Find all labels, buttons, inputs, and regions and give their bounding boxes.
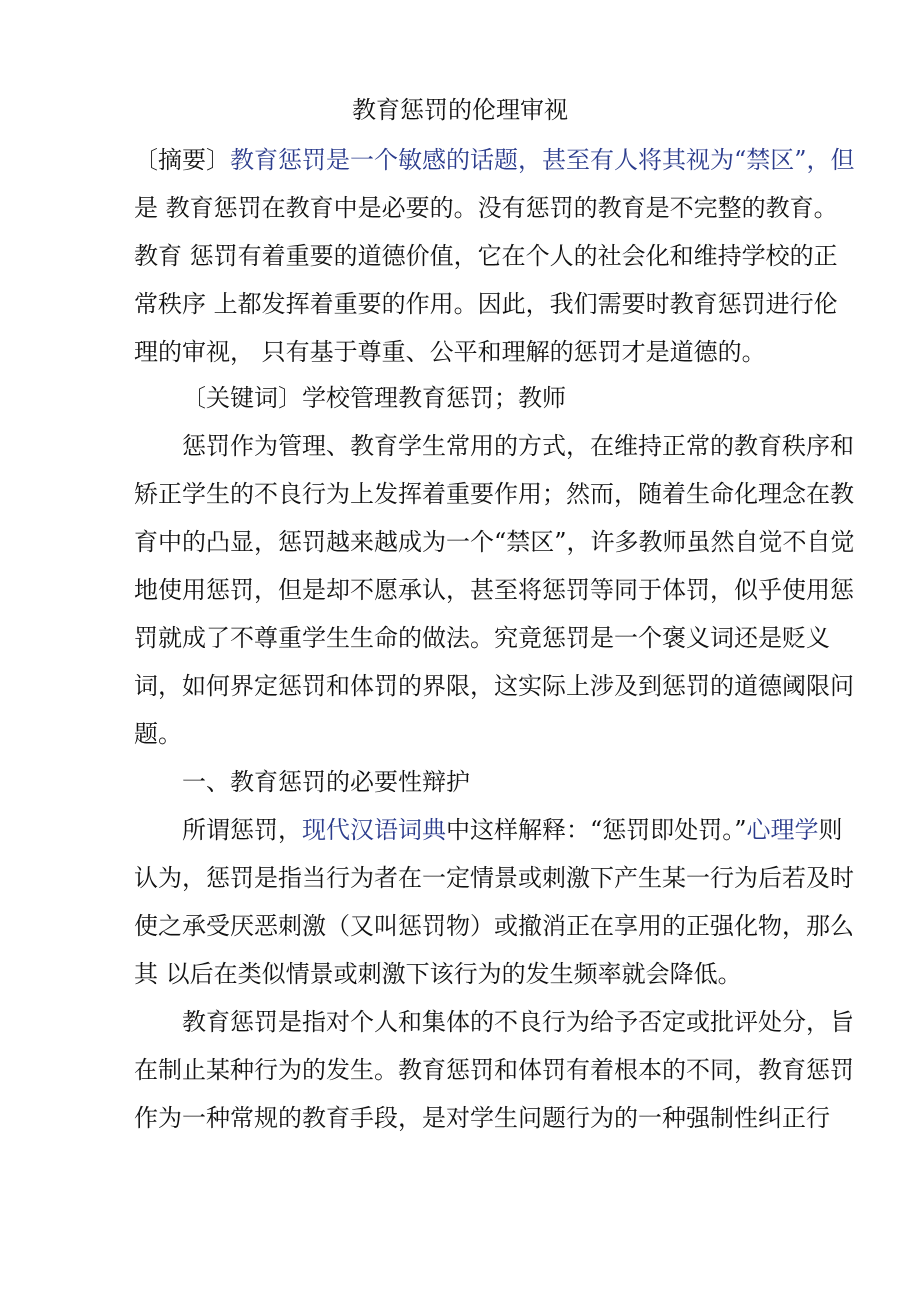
abstract-line-4: 常秩序 上都发挥着重要的作用。因此，我们需要时教育惩罚进行伦	[134, 290, 838, 318]
section-para1-line-1	[182, 812, 843, 848]
abstract-line-2: 是 教育惩罚在教育中是必要的。没有惩罚的教育是不完整的教育。	[134, 194, 838, 222]
intro-line-5: 罚就成了不尊重学生生命的做法。究竟惩罚是一个褒义词还是贬义	[134, 624, 830, 652]
para1-end: 则	[818, 816, 843, 844]
intro-line-7: 题。	[134, 720, 182, 748]
section-para2-line-2: 在制止某种行为的发生。教育惩罚和体罚有着根本的不同，教育惩罚	[134, 1056, 854, 1084]
intro-line-2: 矫正学生的不良行为上发挥着重要作用；然而，随着生命化理念在教	[134, 480, 854, 508]
para1-mid: 中这样解释：“惩罚即处罚。”	[446, 816, 747, 844]
section-heading: 一、教育惩罚的必要性辩护	[182, 768, 470, 796]
intro-line-4: 地使用惩罚，但是却不愿承认，甚至将惩罚等同于体罚，似乎使用惩	[134, 576, 854, 604]
intro-line-1: 惩罚作为管理、教育学生常用的方式，在维持正常的教育秩序和	[182, 432, 854, 460]
abstract-line-5: 理的审视， 只有基于尊重、公平和理解的惩罚才是道德的。	[134, 338, 766, 366]
intro-line-3: 育中的凸显，惩罚越来越成为一个“禁区”，许多教师虽然自觉不自觉	[134, 528, 855, 556]
intro-line-6: 词，如何界定惩罚和体罚的界限，这实际上涉及到惩罚的道德阈限问	[134, 672, 854, 700]
section-para1-line-2: 认为，惩罚是指当行为者在一定情景或刺激下产生某一行为后若及时	[134, 864, 854, 892]
abstract-label: 〔摘要〕	[134, 146, 230, 174]
psychology-reference: 心理学	[746, 816, 819, 844]
section-para1-line-3: 使之承受厌恶刺激（又叫惩罚物）或撤消正在享用的正强化物，那么	[134, 912, 854, 940]
abstract-line-1	[134, 142, 855, 178]
section-para2-line-1: 教育惩罚是指对个人和集体的不良行为给予否定或批评处分，旨	[182, 1008, 854, 1036]
abstract-line-3: 教育 惩罚有着重要的道德价值，它在个人的社会化和维持学校的正	[134, 242, 838, 270]
section-para2-line-3: 作为一种常规的教育手段，是对学生问题行为的一种强制性纠正行	[134, 1104, 830, 1132]
document-title: 教育惩罚的伦理审视	[352, 96, 568, 124]
keywords-line: 〔关键词〕学校管理教育惩罚；教师	[182, 384, 566, 412]
section-para1-line-4: 其 以后在类似情景或刺激下该行为的发生频率就会降低。	[134, 960, 742, 988]
para1-start: 所谓惩罚，	[182, 816, 302, 844]
abstract-text-1: 教育惩罚是一个敏感的话题，甚至有人将其视为“禁区”，但	[230, 146, 855, 174]
dictionary-reference: 现代汉语词典	[302, 816, 446, 844]
